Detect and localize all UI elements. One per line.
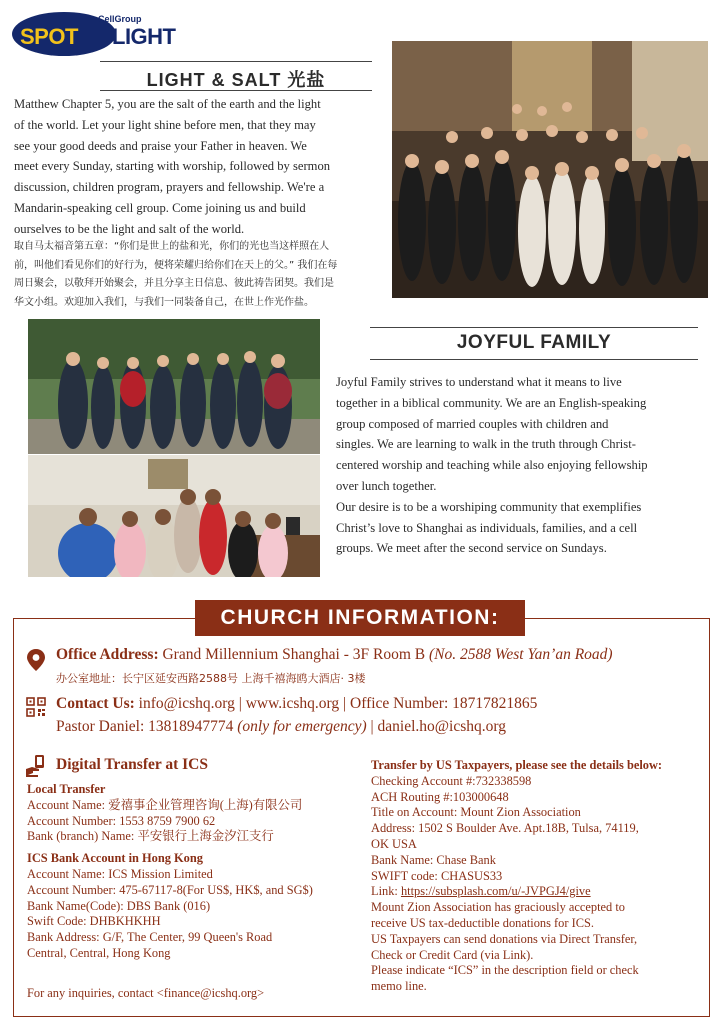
office-address-street: (No. 2588 West Yan’an Road) [429,646,613,663]
text-line: centered worship and teaching while also enjoying fellowship [336,458,648,473]
qr-code-icon [26,697,46,717]
joyful-family-text [336,372,712,559]
logo-cellgroup-text: CellGroup [98,14,142,24]
text-line: 周日聚会，以敬拜开始聚会，并且分享主日信息、彼此祷告团契。我们是 [14,278,334,290]
contact-value[interactable]: info@icshq.org | www.icshq.org | Office Number: 18717821865 [134,695,538,712]
text-line: discussion, children program, prayers and fellowship. We're a [14,180,325,195]
donation-link[interactable]: https://subsplash.com/u/-JVPGJ4/give [400,884,591,899]
text-line: Title on Account: Mount Zion Association [371,805,581,820]
light-salt-chinese-text [14,238,386,312]
text-line: SWIFT code: CHASUS33 [371,868,503,883]
text-line: OK USA [371,836,417,851]
light-salt-bottom-rule [100,90,372,91]
text-line: Address: 1502 S Boulder Ave. Apt.18B, Tulsa, 74119, [371,821,639,836]
contact-line [56,695,537,713]
text-line: Matthew Chapter 5, you are the salt of the earth and the light [14,97,321,111]
transfer-hand-icon [25,754,47,778]
cellgroup-spotlight-logo [12,10,176,56]
logo-word-spot: SPOT [20,24,78,49]
pastor-phone: Pastor Daniel: 13818947774 [56,718,238,735]
joyful-family-outdoor-photo [28,319,320,454]
local-transfer-heading: Local Transfer [27,782,106,796]
finance-inquiry-line: For any inquiries, contact <finance@icshq.org> [27,986,265,1000]
text-line: Checking Account #:732338598 [371,773,532,788]
text-line: Bank Address: G/F, The Center, 99 Queen's Road [27,930,273,945]
text-line: of the world. Let your light shine before men, that they may [14,117,316,132]
text-line: US Taxpayers can send donations via Direct Transfer, [371,931,638,946]
text-line: group composed of married couples with children and [336,416,609,431]
text-line: meet every Sunday, starting with worship, followed by sermon [14,159,331,174]
text-line: Account Name: 爱禧事企业管理咨询(上海)有限公司 [27,797,303,812]
text-line: Christ’s love to Shanghai as individuals, families, and a cell [336,520,638,535]
text-line: 取自马太福音第五章：“你们是世上的盐和光，你们的光也当这样照在人 [14,241,330,252]
donation-link-label: Link: [371,884,401,899]
contact-label: Contact Us: [56,695,135,712]
office-address-chinese: 办公室地址：长宁区延安西路2588号 上海千禧海鸥大酒店· 3楼 [56,672,366,685]
text-line: Joyful Family strives to understand what it means to live [336,375,622,389]
text-line: Our desire is to be a worshiping community that exemplifies [336,499,642,514]
text-line: together in a biblical community. We are an English-speaking [336,395,647,410]
text-line: Please indicate “ICS” in the description field or check [371,963,639,978]
text-line: Mount Zion Association has graciously accepted to [371,900,625,915]
joyful-family-heading: JOYFUL FAMILY [456,332,612,353]
text-line: Bank (branch) Name: 平安银行上海金汐江支行 [27,829,274,844]
text-line: ourselves to be the light and salt of the world. [14,221,245,236]
text-line: Check or Credit Card (via Link). [371,947,534,962]
text-line: ACH Routing #:103000648 [371,789,509,804]
pastor-email[interactable]: | daniel.ho@icshq.org [366,718,507,735]
text-line: Swift Code: DHBKHKHH [27,914,161,929]
pastor-emergency-note: (only for emergency) [237,718,367,735]
text-line: Central, Central, Hong Kong [27,945,171,960]
text-line: 前，叫他们看见你们的好行为，便将荣耀归给你们在天上的父。” 我们在每 [14,259,338,271]
church-info-banner: CHURCH INFORMATION: [195,600,525,636]
hk-account-heading: ICS Bank Account in Hong Kong [27,851,203,866]
light-salt-english-text [14,94,386,240]
joyful-family-bottom-rule [370,359,698,360]
text-line: Bank Name(Code): DBS Bank (016) [27,898,211,913]
light-salt-heading: LIGHT & SALT 光盐 [146,70,326,90]
text-line: Account Name: ICS Mission Limited [27,866,213,881]
location-pin-icon [26,648,46,672]
text-line: Account Number: 1553 8759 7900 62 [27,813,216,828]
text-line: singles. We are learning to walk in the truth through Christ- [336,437,636,452]
text-line: see your good deeds and praise your Father in heaven. We [14,138,307,153]
text-line: receive US tax-deductible donations for ICS. [371,915,594,930]
us-transfer-heading: Transfer by US Taxpayers, please see the details below: [371,758,663,772]
pastor-line [56,718,506,736]
office-address-value: Grand Millennium Shanghai - 3F Room B [158,646,429,663]
light-salt-group-photo [392,41,708,298]
joyful-family-top-rule [370,327,698,328]
text-line: Bank Name: Chase Bank [371,852,496,867]
local-transfer-column [27,782,367,962]
office-address-line [56,646,613,664]
text-line: 华文小组。欢迎加入我们，与我们一同装备自己，在世上作光作盐。 [14,296,314,308]
text-line: groups. We meet after the second service on Sundays. [336,541,607,556]
digital-transfer-heading: Digital Transfer at ICS [56,756,208,773]
donation-link-line [371,884,705,900]
text-line: memo line. [371,979,427,994]
light-salt-top-rule [100,61,372,62]
logo-word-light: LIGHT [112,24,176,49]
text-line: Account Number: 475-67117-8(For US$, HK$, and SG$) [27,882,313,897]
text-line: Mandarin-speaking cell group. Come joining us and build [14,200,306,215]
us-taxpayer-column [371,758,705,995]
joyful-family-indoor-photo [28,455,320,577]
text-line: over lunch together. [336,478,437,493]
office-address-label: Office Address: [56,646,159,663]
